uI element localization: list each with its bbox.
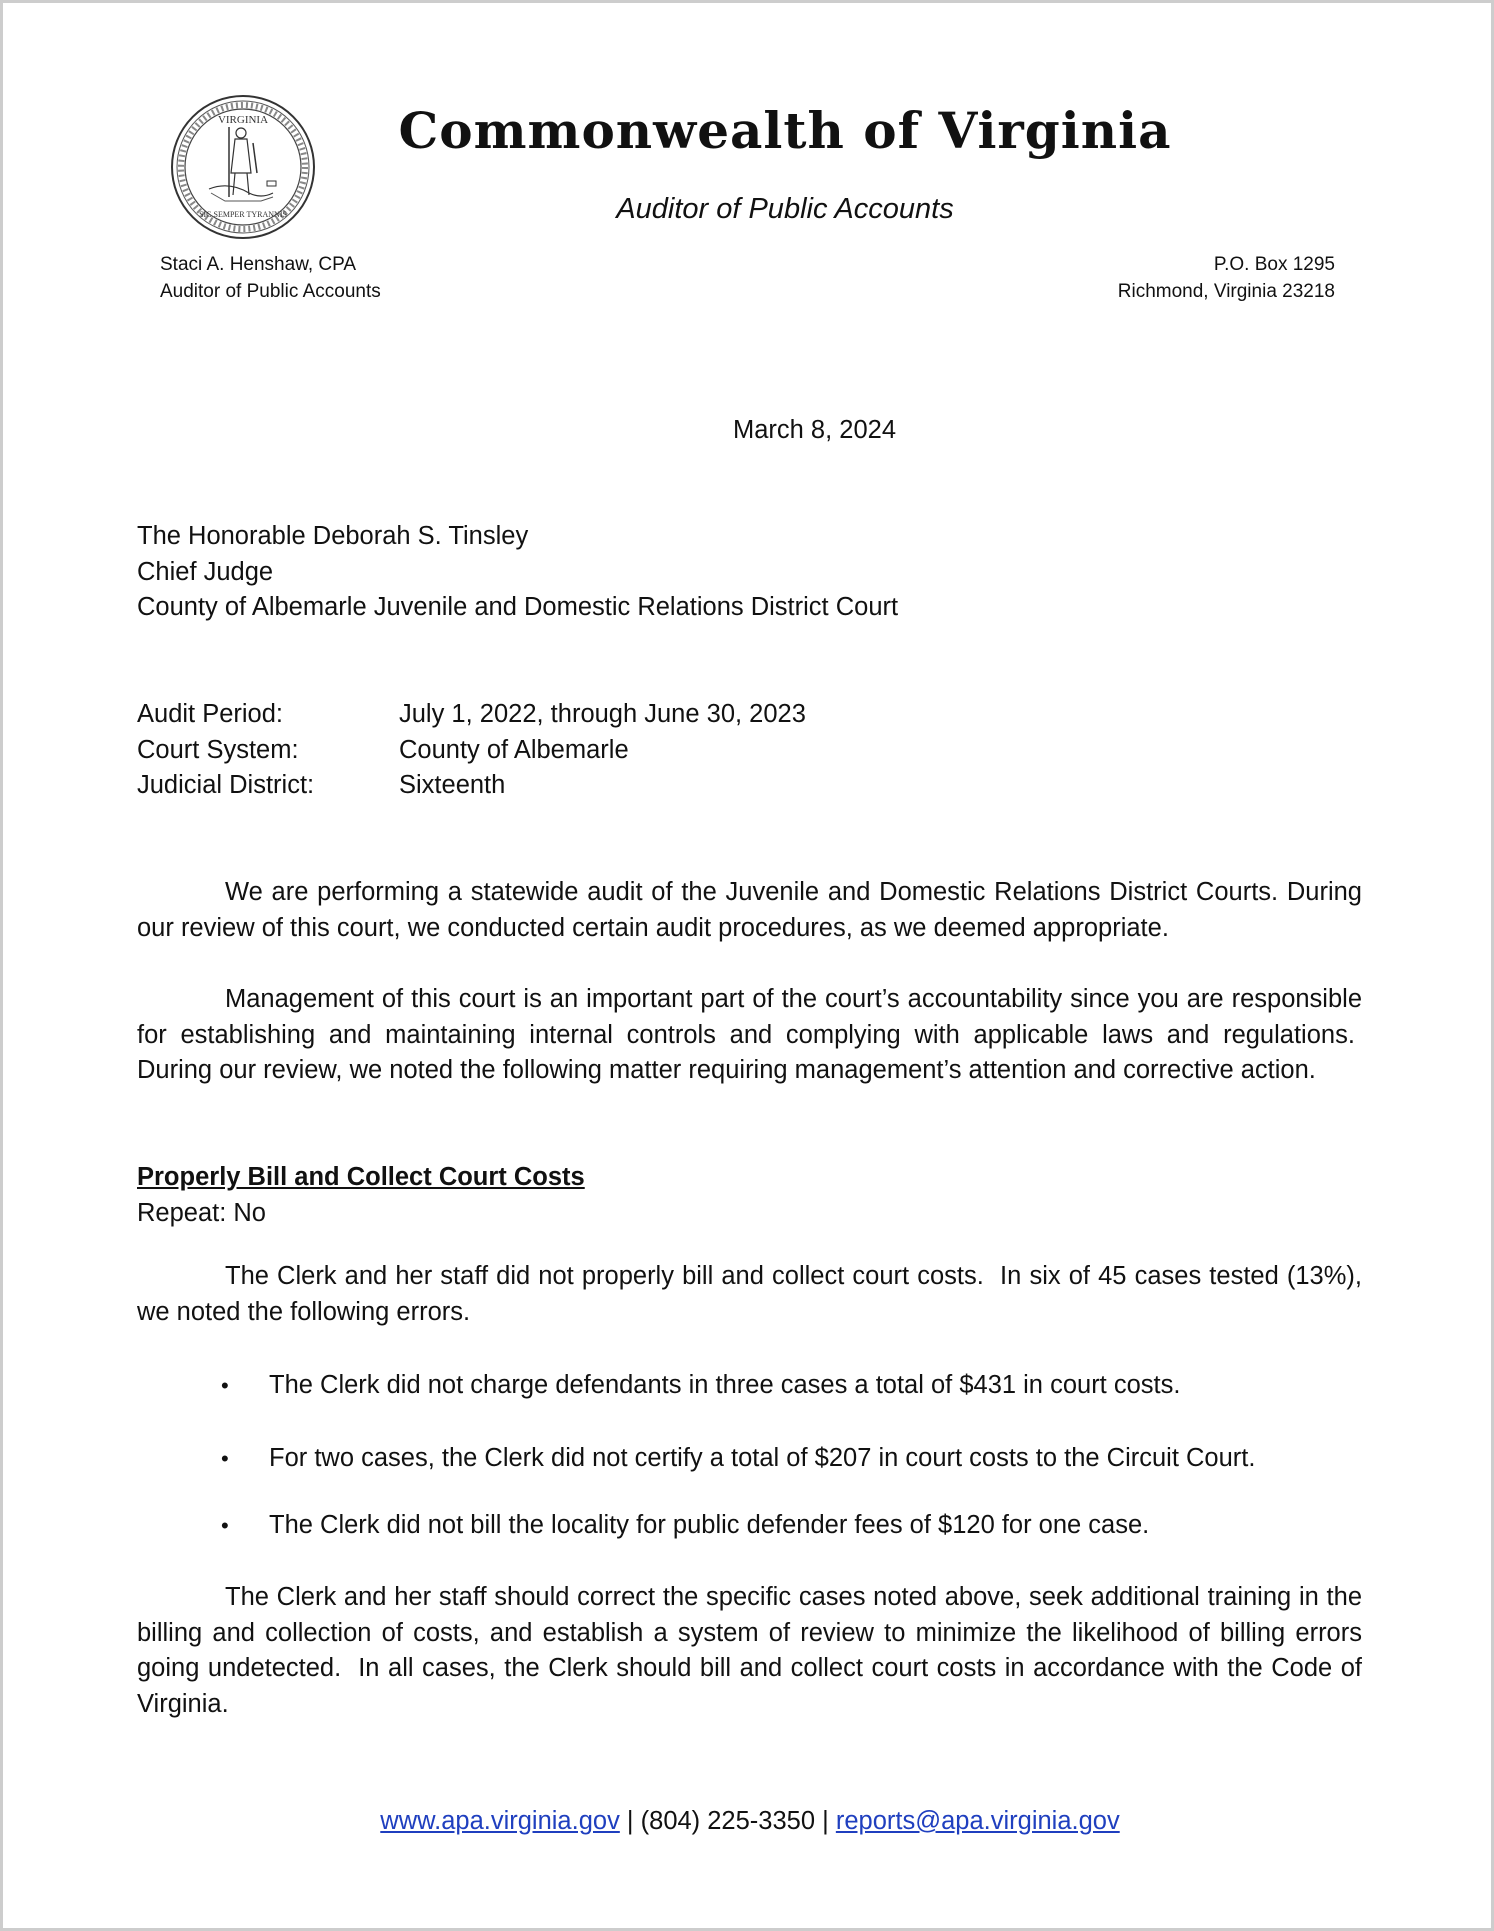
court-system-row — [137, 733, 806, 769]
bullet-text: The Clerk did not charge defendants in three cases a total of $431 in court costs. — [269, 1371, 1181, 1399]
court-system-label: Court System: — [137, 735, 299, 764]
letter-footer — [3, 1807, 1494, 1836]
bullet-icon: • — [221, 1446, 229, 1471]
auditor-title: Auditor of Public Accounts — [160, 281, 381, 302]
addressee-title: Chief Judge — [137, 557, 274, 586]
po-box: P.O. Box 1295 — [1213, 254, 1335, 275]
bullet-item — [221, 1508, 1149, 1544]
court-system-value: County of Albemarle — [399, 735, 629, 764]
judicial-district-value: Sixteenth — [399, 771, 506, 800]
audit-period-value: July 1, 2022, through June 30, 2023 — [399, 700, 806, 728]
management-paragraph: Management of this court is an important part of the court’s accountability since you are responsible for establishing and maintaining internal controls and complying with applicable laws and regulations. During our review, we noted the following matter requiring management’s attention and corrective action. — [137, 985, 1362, 1085]
svg-text:SIC SEMPER TYRANNIS: SIC SEMPER TYRANNIS — [199, 210, 287, 219]
bullet-item — [221, 1368, 1180, 1404]
audit-info-block — [137, 697, 806, 804]
phone-number: (804) 225-3350 — [640, 1807, 816, 1835]
svg-text:VIRGINIA: VIRGINIA — [217, 114, 269, 126]
addressee-name: The Honorable Deborah S. Tinsley — [137, 522, 529, 550]
judicial-district-label: Judicial District: — [137, 771, 315, 800]
letterhead-title: Commonwealth of Virginia — [398, 101, 1172, 160]
mailing-address-block — [1118, 251, 1335, 305]
audit-period-label: Audit Period: — [137, 700, 284, 728]
judicial-district-row — [137, 768, 806, 804]
audit-period-row — [137, 697, 806, 733]
letter-date: March 8, 2024 — [733, 416, 897, 444]
bullet-icon: • — [221, 1373, 229, 1398]
email-link[interactable]: reports@apa.virginia.gov — [835, 1807, 1120, 1835]
bullet-icon: • — [221, 1513, 229, 1538]
bullet-text: For two cases, the Clerk did not certify a total of $207 in court costs to the Circuit Court. — [269, 1444, 1256, 1472]
website-link[interactable]: www.apa.virginia.gov — [380, 1807, 620, 1835]
footer-separator: | — [822, 1807, 829, 1835]
finding-title: Properly Bill and Collect Court Costs — [137, 1163, 585, 1191]
auditor-name: Staci A. Henshaw, CPA — [160, 254, 357, 275]
finding-repeat-status: Repeat: No — [137, 1199, 266, 1227]
addressee-court: County of Albemarle Juvenile and Domestic Relations District Court — [137, 593, 899, 622]
recommendation-paragraph: The Clerk and her staff should correct the specific cases noted above, seek additional training in the billing and collection of costs, and establish a system of review to minimize the likelihood of billing errors going undetected. In all cases, the Clerk should bill and collect court costs in accordance with the Code of Virginia. — [137, 1583, 1362, 1718]
bullet-text: The Clerk did not bill the locality for public defender fees of $120 for one case. — [269, 1511, 1150, 1539]
city-state-zip: Richmond, Virginia 23218 — [1117, 281, 1335, 302]
letterhead-subtitle: Auditor of Public Accounts — [616, 193, 954, 225]
auditor-name-block — [160, 251, 381, 305]
bullet-item — [221, 1441, 1255, 1477]
footer-separator: | — [626, 1807, 634, 1835]
intro-paragraph: We are performing a statewide audit of the Juvenile and Domestic Relations District Courts. During our review of this court, we conducted certain audit procedures, as we deemed appropriate. — [137, 878, 1362, 942]
addressee-block — [137, 519, 898, 626]
finding-summary-paragraph: The Clerk and her staff did not properly bill and collect court costs. In six of 45 cases tested (13%), we noted the following errors. — [137, 1262, 1362, 1326]
